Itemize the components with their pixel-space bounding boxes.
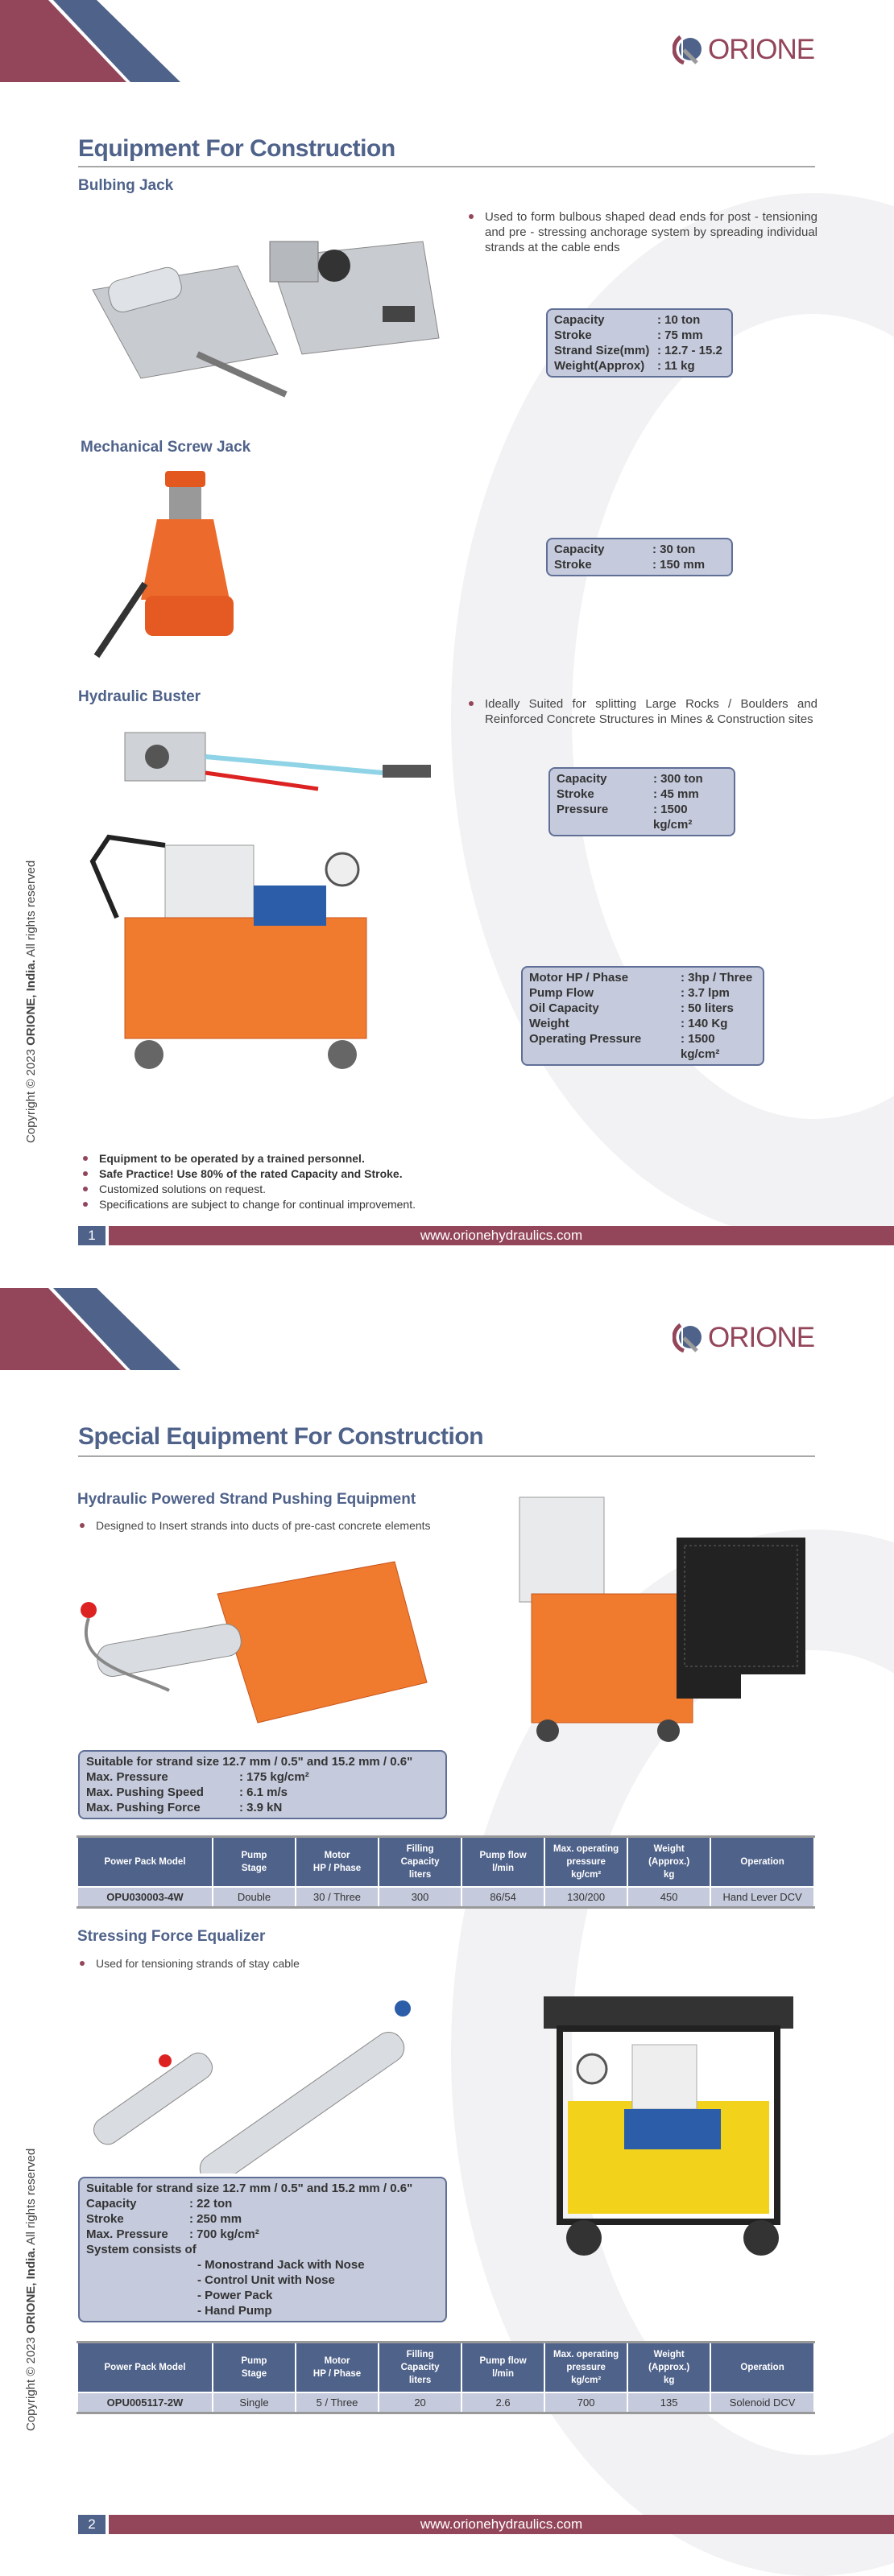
spec-value: : 12.7 - 15.2 [657,344,722,357]
table-header-cell [710,2343,814,2393]
spec-row [557,802,727,832]
header-line: Operation [740,2363,784,2372]
spec-label: Operating Pressure [529,1032,642,1046]
table-cell: Solenoid DCV [710,2392,814,2413]
monostrand-jack-image [77,1980,463,2174]
table-header-cell [461,1837,544,1888]
bulbing-jack-specs [546,308,733,378]
table-cell: Double [213,1887,296,1908]
spec-label: Stroke [554,328,592,342]
table-cell: 2.6 [461,2392,544,2413]
system-item: - Control Unit with Nose [197,2273,335,2287]
stressing-power-pack-image [536,1980,809,2286]
header-line: liters [408,1870,432,1880]
header-line: Motor [324,2356,350,2366]
notes-list [78,1151,416,1212]
spec-value: : 1500 kg/cm² [653,803,693,832]
table-row [77,2392,814,2413]
spec-value: : 50 liters [681,1001,734,1015]
spec-label: Pressure [557,803,609,816]
spec-label: Capacity [557,772,607,786]
table-header-cell [77,2343,213,2393]
copyright-company: ORIONE, India. [24,960,38,1046]
header-line: Capacity [400,1857,440,1867]
section-heading-mechanical-screw-jack: Mechanical Screw Jack [81,439,251,456]
table-header-cell [627,2343,710,2393]
strand-pushing-image [72,1546,459,1747]
spec-row [86,2211,439,2227]
table-header-cell [627,1837,710,1888]
header-line: Stage [241,2369,267,2379]
spec-row [529,1016,756,1031]
table-cell: 300 [379,1887,461,1908]
header-line: Power Pack Model [104,2363,186,2372]
spec-row [529,1031,756,1062]
header-line: HP / Phase [312,1864,362,1873]
table-cell: 135 [627,2392,710,2413]
spec-value: : 150 mm [652,558,706,572]
header-line: Max. operating [553,1844,619,1854]
table-header-cell [379,2343,461,2393]
table-row [77,1887,814,1908]
header-line: Stage [241,1864,267,1873]
orione-logo: ORIONE [673,34,814,66]
spec-row [86,1769,439,1785]
spec-label: Weight [529,1017,569,1030]
copyright-text [24,2149,38,2431]
section-heading-bulbing-jack: Bulbing Jack [78,177,174,194]
corner-decoration [0,1288,185,1370]
copyright-text [24,861,38,1143]
spec-label: Pump Flow [529,986,594,1000]
table-cell: 700 [544,2392,627,2413]
copyright-prefix: Copyright © 2023 [24,1045,38,1143]
spec-label: Motor HP / Phase [529,971,629,985]
header-line: kg [663,2376,675,2385]
power-pack-specs [521,966,764,1066]
note-item: Equipment to be operated by a trained personnel. [78,1151,416,1166]
spec-label: Capacity [554,313,605,327]
spec-row [86,1785,439,1800]
hydraulic-buster-description: Ideally Suited for splitting Large Rocks / Boulders and Reinforced Concrete Structures in Mines & Construction sites [467,696,817,727]
header-line: kg/cm² [571,2376,602,2385]
spec-label: Max. Pushing Speed [86,1785,204,1799]
header-line: Operation [740,1857,784,1867]
strand-pushing-specs [78,1750,447,1819]
page-title: Special Equipment For Construction [78,1423,484,1450]
hydraulic-buster-specs [548,767,735,836]
table-cell: Hand Lever DCV [710,1887,814,1908]
table-header-cell [77,1837,213,1888]
spec-value: : 3.7 lpm [681,986,730,1000]
spec-row [554,328,725,343]
corner-decoration [0,0,185,82]
table-cell: 30 / Three [296,1887,379,1908]
header-line: HP / Phase [312,2369,362,2379]
table-header-cell [461,2343,544,2393]
table-header-cell [710,1837,814,1888]
power-pack-table-2 [77,2341,815,2414]
spec-label: Stroke [557,787,594,801]
header-line: l/min [492,2369,515,2379]
header-line: (Approx.) [648,2363,690,2372]
spec-label: Max. Pressure [86,2227,168,2241]
copyright-suffix: All rights reserved [24,860,38,960]
spec-label: Max. Pushing Force [86,1801,201,1814]
spec-row [554,358,725,374]
orione-logo-icon [673,34,705,66]
header-line: Filling [406,1844,434,1854]
page-2 [0,1288,894,2576]
table-cell: 20 [379,2392,461,2413]
section-heading-stressing-force-equalizer: Stressing Force Equalizer [77,1928,266,1945]
orione-logo-icon [673,1322,705,1354]
header-line: Weight [653,2350,685,2359]
table-header-cell [544,1837,627,1888]
table-header-cell [379,1837,461,1888]
spec-row [554,343,725,358]
note-item: Safe Practice! Use 80% of the rated Capacity and Stroke. [78,1166,416,1182]
power-pack-image [515,1489,813,1771]
spec-label: Oil Capacity [529,1001,599,1015]
header-line: Pump flow [479,1851,527,1860]
table-header-cell [213,2343,296,2393]
spec-value: : 175 kg/cm² [239,1770,309,1784]
spec-label: Stroke [554,558,592,572]
spec-label: Strand Size(mm) [554,344,650,357]
spec-value: : 11 kg [657,359,695,373]
table-header-cell [213,1837,296,1888]
spec-row [554,542,725,557]
header-line: (Approx.) [648,1857,690,1867]
page-number: 2 [78,2515,106,2534]
spec-row [86,2196,439,2211]
spec-value: : 30 ton [652,543,696,556]
spec-value: : 250 mm [189,2212,242,2226]
page-number: 1 [78,1226,106,1245]
suitable-strand-size: Suitable for strand size 12.7 mm / 0.5" and 15.2 mm / 0.6" [86,1755,413,1769]
spec-value: : 75 mm [657,328,703,342]
table-cell: 5 / Three [296,2392,379,2413]
spec-row [86,2227,439,2242]
spec-value: : 10 ton [657,313,701,327]
table-cell: 86/54 [461,1887,544,1908]
copyright-prefix: Copyright © 2023 [24,2333,38,2431]
bulbing-jack-description: Used to form bulbous shaped dead ends for post - tensioning and pre - stressing anchorage system by spreading individual strands at the cable ends [467,209,817,255]
spec-row [86,1800,439,1815]
bulbing-jack-image [77,193,455,419]
header-line: Pump [241,2356,267,2366]
system-item: - Power Pack [197,2289,273,2302]
table-cell: OPU030003-4W [77,1887,213,1908]
table-cell: Single [213,2392,296,2413]
header-line: pressure [566,2363,606,2372]
header-line: Max. operating [553,2350,619,2359]
spec-label: Stroke [86,2212,124,2226]
header-line: Pump flow [479,2356,527,2366]
stressing-specs [78,2177,447,2322]
table-cell: 450 [627,1887,710,1908]
system-consists-label: System consists of [86,2243,197,2256]
table-header-cell [296,2343,379,2393]
suitable-strand-size: Suitable for strand size 12.7 mm / 0.5" and 15.2 mm / 0.6" [86,2182,413,2195]
title-divider [78,166,815,167]
mechanical-screw-jack-specs [546,538,733,576]
spec-value: : 3hp / Three [681,971,753,985]
spec-row [554,557,725,572]
stressing-description: Used for tensioning strands of stay cable [78,1956,561,1971]
spec-value: : 300 ton [653,772,703,786]
copyright-company: ORIONE, India. [24,2248,38,2334]
header-line: Motor [324,1851,350,1860]
spec-row [557,786,727,802]
section-heading-hydraulic-buster: Hydraulic Buster [78,688,201,705]
spec-row [557,771,727,786]
system-item: - Monostrand Jack with Nose [197,2258,365,2272]
header-line: pressure [566,1857,606,1867]
spec-value: : 700 kg/cm² [189,2227,259,2241]
spec-row [529,970,756,985]
spec-value: : 3.9 kN [239,1801,283,1814]
title-divider [78,1455,815,1457]
header-line: Capacity [400,2363,440,2372]
note-item: Customized solutions on request. [78,1182,416,1197]
spec-label: Capacity [554,543,605,556]
section-heading-strand-pushing: Hydraulic Powered Strand Pushing Equipment [77,1491,416,1508]
spec-label: Max. Pressure [86,1770,168,1784]
header-line: kg [663,1870,675,1880]
table-header-cell [296,1837,379,1888]
header-line: liters [408,2376,432,2385]
spec-value: : 6.1 m/s [239,1785,288,1799]
spec-value: : 1500 kg/cm² [681,1032,720,1061]
note-item: Specifications are subject to change for continual improvement. [78,1197,416,1212]
website-link[interactable]: www.orionehydraulics.com [109,1226,894,1245]
mechanical-screw-jack-image [89,463,266,672]
spec-value: : 22 ton [189,2197,233,2211]
spec-row [529,1001,756,1016]
header-line: kg/cm² [571,1870,602,1880]
header-line: Weight [653,1844,685,1854]
strand-pushing-description: Designed to Insert strands into ducts of pre-cast concrete elements [78,1518,561,1534]
table-cell: OPU005117-2W [77,2392,213,2413]
spec-label: Weight(Approx) [554,359,645,373]
spec-row [554,312,725,328]
spec-label: Capacity [86,2197,137,2211]
table-cell: 130/200 [544,1887,627,1908]
spec-row [529,985,756,1001]
header-line: Pump [241,1851,267,1860]
table-header-cell [544,2343,627,2393]
spec-value: : 140 Kg [681,1017,728,1030]
website-link[interactable]: www.orionehydraulics.com [109,2515,894,2534]
table-header-row [77,1837,814,1888]
power-pack-table-1 [77,1835,815,1909]
header-line: Power Pack Model [104,1857,186,1867]
hydraulic-buster-image [77,708,479,1111]
page-title: Equipment For Construction [78,135,395,162]
header-line: l/min [492,1864,515,1873]
spec-value: : 45 mm [653,787,699,801]
header-line: Filling [406,2350,434,2359]
orione-logo: ORIONE [673,1322,814,1354]
copyright-suffix: All rights reserved [24,2148,38,2248]
system-item: - Hand Pump [197,2304,272,2318]
table-header-row [77,2343,814,2393]
